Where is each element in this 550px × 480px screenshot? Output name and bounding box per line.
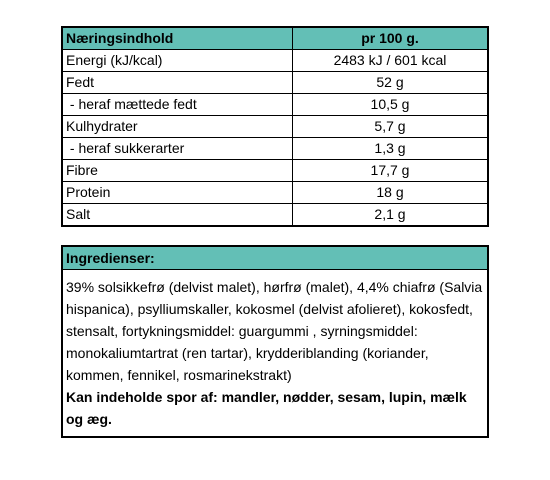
nutrient-label: Fibre xyxy=(62,160,293,182)
nutrient-value: 2483 kJ / 601 kcal xyxy=(293,50,489,72)
table-row xyxy=(62,204,488,227)
table-row xyxy=(62,116,488,138)
table-row xyxy=(62,94,488,116)
nutrient-value: 1,3 g xyxy=(293,138,489,160)
nutrient-value: 52 g xyxy=(293,72,489,94)
nutrient-label: Protein xyxy=(62,182,293,204)
nutrient-label: Fedt xyxy=(62,72,293,94)
nutrition-table xyxy=(61,26,489,227)
allergen-note: Kan indeholde spor af: mandler, nødder, sesam, lupin, mælk og æg. xyxy=(66,389,467,427)
table-row xyxy=(62,138,488,160)
nutrient-value: 17,7 g xyxy=(293,160,489,182)
table-row xyxy=(62,72,488,94)
ingredients-text: 39% solsikkefrø (delvist malet), hørfrø (malet), 4,4% chiafrø (Salvia hispanica), psylliumskaller, kokosmel (delvist afolieret), kokosfedt, stensalt, fortykningsmiddel: guargummi , syrningsmiddel: monokaliumtartrat (ren tartar), krydderiblanding (koriander, kommen, fennikel, rosmarinekstrakt) xyxy=(66,279,483,383)
ingredients-header: Ingredienser: xyxy=(63,247,487,270)
table-row xyxy=(62,182,488,204)
nutrient-label: - heraf sukkerarter xyxy=(62,138,293,160)
nutrient-label: - heraf mættede fedt xyxy=(62,94,293,116)
ingredients-box xyxy=(61,245,489,438)
nutrition-header-value: pr 100 g. xyxy=(293,27,489,50)
nutrient-value: 2,1 g xyxy=(293,204,489,227)
nutrition-header-label: Næringsindhold xyxy=(62,27,293,50)
table-row xyxy=(62,50,488,72)
nutrient-value: 10,5 g xyxy=(293,94,489,116)
table-row xyxy=(62,160,488,182)
nutrient-value: 18 g xyxy=(293,182,489,204)
ingredients-body xyxy=(63,270,487,436)
nutrition-header-row xyxy=(62,27,488,50)
nutrient-label: Energi (kJ/kcal) xyxy=(62,50,293,72)
nutrient-value: 5,7 g xyxy=(293,116,489,138)
nutrient-label: Kulhydrater xyxy=(62,116,293,138)
nutrient-label: Salt xyxy=(62,204,293,227)
